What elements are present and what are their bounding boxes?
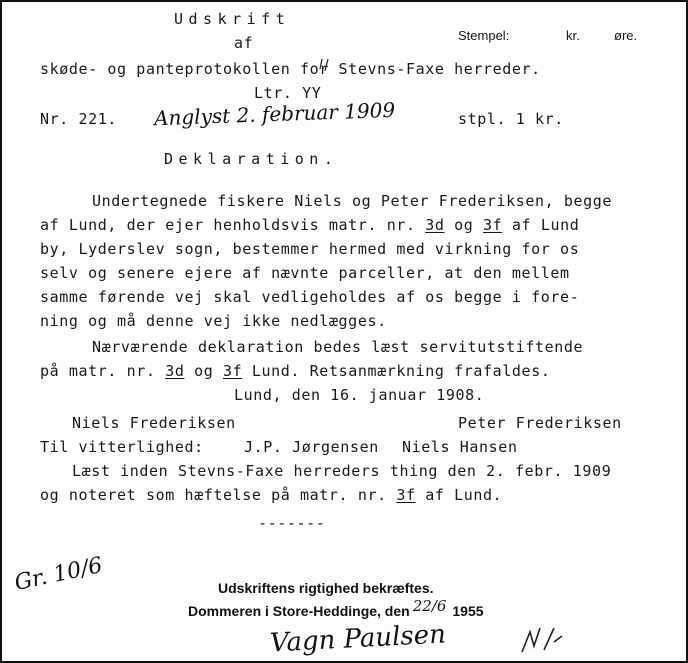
paragraph2-line1: Nærværende deklaration bedes læst servitutstiftende xyxy=(92,338,584,356)
witness-label: Til vitterlighed: xyxy=(40,438,204,456)
declaration-heading: Deklaration. xyxy=(164,150,339,168)
paragraph1-line2: af Lund, der ejer henholdsvis matr. nr. 3d og 3f af Lund xyxy=(40,216,580,234)
handwritten-registration-date: Anglyst 2. februar 1909 xyxy=(153,97,396,131)
divider-dashes: ------- xyxy=(258,514,326,532)
document-title: Udskrift xyxy=(174,10,291,28)
ltr-field: Ltr. YY xyxy=(254,84,322,102)
paragraph1-line3: by, Lyderslev sogn, bestemmer hermed med virkning for os xyxy=(40,240,580,258)
signing-date: Lund, den 16. januar 1908. xyxy=(234,386,485,404)
ore-label: øre. xyxy=(614,28,638,43)
registration-number: Nr. 221. xyxy=(40,110,118,128)
signatory-left: Niels Frederiksen xyxy=(72,414,236,432)
paragraph1-line5: samme førende vej skal vedligeholdes af os begge i fore- xyxy=(40,288,580,306)
paragraph1-line4: selv og senere ejere af nævnte parceller, at den mellem xyxy=(40,264,570,282)
margin-note: Gr. 10/6 xyxy=(12,553,105,596)
registration-note-line2: og noteret som hæftelse på matr. nr. 3f af Lund. xyxy=(40,486,503,504)
witness-2: Niels Hansen xyxy=(402,438,518,456)
title-connector: af xyxy=(234,34,254,52)
stamp-fee: stpl. 1 kr. xyxy=(458,110,564,128)
protocol-title: skøde- og panteprotokollen for Stevns-Faxe herreder. xyxy=(40,60,541,78)
judge-signature: Vagn Paulsen xyxy=(269,619,447,659)
corner-scribble xyxy=(522,628,562,652)
signatory-right: Peter Frederiksen xyxy=(458,414,622,432)
witness-1: J.P. Jørgensen xyxy=(244,438,379,456)
certification-line2: Dommeren i Store-Heddinge, den 22/6 1955 xyxy=(188,597,484,619)
paragraph2-line2: på matr. nr. 3d og 3f Lund. Retsanmærkning frafaldes. xyxy=(40,362,551,380)
registration-note-line1: Læst inden Stevns-Faxe herreders thing den 2. febr. 1909 xyxy=(72,462,612,480)
certification-handwritten-date: 22/6 xyxy=(412,597,447,615)
stempel-label: Stempel: xyxy=(458,28,510,43)
certification-line1: Udskriftens rigtighed bekræftes. xyxy=(218,580,434,596)
paragraph1-line1: Undertegnede fiskere Niels og Peter Frederiksen, begge xyxy=(92,192,613,210)
paragraph1-line6: ning og må denne vej ikke nedlægges. xyxy=(40,312,387,330)
kr-label: kr. xyxy=(566,28,580,43)
